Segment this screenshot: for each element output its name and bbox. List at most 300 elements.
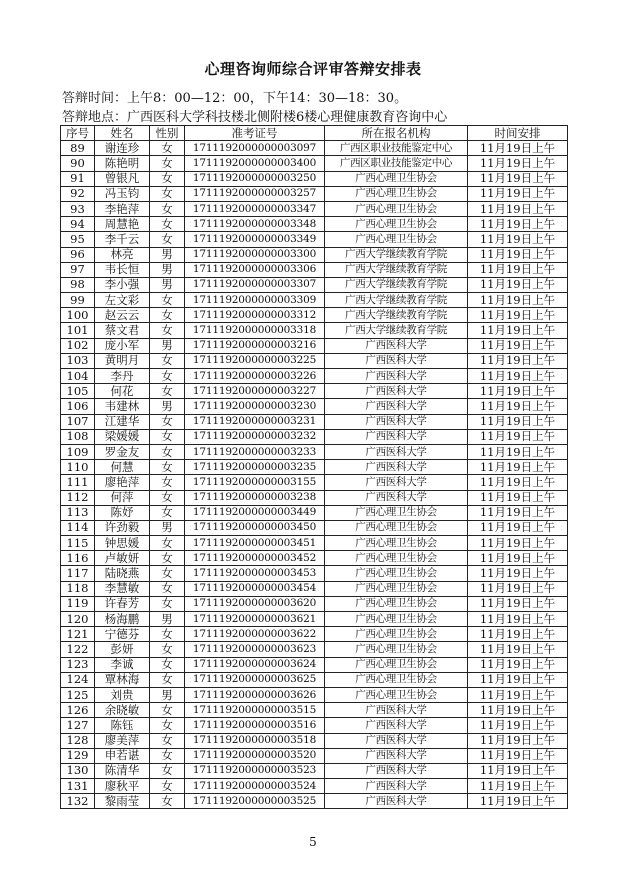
cell-gender: 女 [150, 429, 185, 444]
cell-name: 廖美萍 [95, 733, 150, 748]
cell-schedule: 11月19日上午 [468, 171, 568, 186]
cell-exam-id: 1711192000000003307 [185, 277, 325, 292]
cell-seq: 110 [61, 460, 95, 475]
cell-org: 广西心理卫生协会 [325, 596, 468, 611]
cell-exam-id: 1711192000000003400 [185, 156, 325, 171]
cell-seq: 97 [61, 262, 95, 277]
table-row [61, 642, 568, 657]
cell-seq: 125 [61, 687, 95, 702]
cell-gender: 女 [150, 460, 185, 475]
cell-seq: 89 [61, 141, 95, 156]
table-row [61, 399, 568, 414]
cell-seq: 100 [61, 308, 95, 323]
cell-exam-id: 1711192000000003453 [185, 566, 325, 581]
cell-seq: 119 [61, 596, 95, 611]
cell-seq: 93 [61, 201, 95, 216]
cell-org: 广西大学继续教育学院 [325, 262, 468, 277]
cell-gender: 女 [150, 186, 185, 201]
cell-schedule: 11月19日上午 [468, 536, 568, 551]
cell-gender: 女 [150, 794, 185, 809]
cell-org: 广西医科大学 [325, 338, 468, 353]
cell-gender: 女 [150, 703, 185, 718]
cell-schedule: 11月19日上午 [468, 414, 568, 429]
cell-gender: 女 [150, 414, 185, 429]
cell-name: 陆晓燕 [95, 566, 150, 581]
cell-schedule: 11月19日上午 [468, 505, 568, 520]
cell-gender: 女 [150, 353, 185, 368]
cell-org: 广西医科大学 [325, 490, 468, 505]
cell-gender: 女 [150, 581, 185, 596]
cell-schedule: 11月19日上午 [468, 353, 568, 368]
table-row [61, 672, 568, 687]
header-schedule: 时间安排 [468, 126, 568, 141]
cell-name: 何慧 [95, 460, 150, 475]
cell-exam-id: 1711192000000003238 [185, 490, 325, 505]
cell-schedule: 11月19日上午 [468, 672, 568, 687]
cell-exam-id: 1711192000000003523 [185, 763, 325, 778]
cell-seq: 114 [61, 520, 95, 535]
cell-schedule: 11月19日上午 [468, 718, 568, 733]
cell-schedule: 11月19日上午 [468, 384, 568, 399]
cell-name: 陈钰 [95, 718, 150, 733]
cell-schedule: 11月19日上午 [468, 475, 568, 490]
cell-gender: 女 [150, 779, 185, 794]
cell-schedule: 11月19日上午 [468, 733, 568, 748]
cell-schedule: 11月19日上午 [468, 201, 568, 216]
cell-gender: 男 [150, 687, 185, 702]
table-row [61, 201, 568, 216]
cell-seq: 131 [61, 779, 95, 794]
cell-schedule: 11月19日上午 [468, 657, 568, 672]
cell-org: 广西医科大学 [325, 429, 468, 444]
table-row [61, 733, 568, 748]
cell-name: 廖艳萍 [95, 475, 150, 490]
cell-exam-id: 1711192000000003625 [185, 672, 325, 687]
table-row [61, 414, 568, 429]
cell-schedule: 11月19日上午 [468, 551, 568, 566]
cell-exam-id: 1711192000000003451 [185, 536, 325, 551]
cell-org: 广西医科大学 [325, 399, 468, 414]
table-row [61, 520, 568, 535]
cell-seq: 96 [61, 247, 95, 262]
header-gender: 性别 [150, 126, 185, 141]
cell-name: 陈艳明 [95, 156, 150, 171]
cell-seq: 129 [61, 748, 95, 763]
cell-seq: 111 [61, 475, 95, 490]
cell-org: 广西心理卫生协会 [325, 536, 468, 551]
header-seq: 序号 [61, 126, 95, 141]
cell-exam-id: 1711192000000003449 [185, 505, 325, 520]
cell-exam-id: 1711192000000003348 [185, 217, 325, 232]
cell-gender: 女 [150, 748, 185, 763]
table-row [61, 657, 568, 672]
cell-org: 广西心理卫生协会 [325, 581, 468, 596]
cell-schedule: 11月19日上午 [468, 156, 568, 171]
defense-location-line: 答辩地点：广西医科大学科技楼北侧附楼6楼心理健康教育咨询中心 [62, 110, 448, 125]
cell-exam-id: 1711192000000003306 [185, 262, 325, 277]
table-row [61, 581, 568, 596]
cell-name: 廖秋平 [95, 779, 150, 794]
cell-schedule: 11月19日上午 [468, 186, 568, 201]
table-row [61, 475, 568, 490]
cell-exam-id: 1711192000000003227 [185, 384, 325, 399]
cell-org: 广西医科大学 [325, 460, 468, 475]
cell-schedule: 11月19日上午 [468, 308, 568, 323]
cell-name: 杨海鹏 [95, 612, 150, 627]
cell-seq: 106 [61, 399, 95, 414]
cell-org: 广西心理卫生协会 [325, 505, 468, 520]
cell-exam-id: 1711192000000003312 [185, 308, 325, 323]
table-body [61, 141, 568, 809]
cell-schedule: 11月19日上午 [468, 642, 568, 657]
table-row [61, 763, 568, 778]
cell-exam-id: 1711192000000003622 [185, 627, 325, 642]
cell-schedule: 11月19日上午 [468, 369, 568, 384]
cell-org: 广西医科大学 [325, 475, 468, 490]
cell-schedule: 11月19日上午 [468, 490, 568, 505]
cell-gender: 男 [150, 399, 185, 414]
cell-exam-id: 1711192000000003516 [185, 718, 325, 733]
cell-exam-id: 1711192000000003155 [185, 475, 325, 490]
cell-exam-id: 1711192000000003450 [185, 520, 325, 535]
cell-exam-id: 1711192000000003525 [185, 794, 325, 809]
cell-name: 何花 [95, 384, 150, 399]
cell-seq: 127 [61, 718, 95, 733]
cell-schedule: 11月19日上午 [468, 399, 568, 414]
cell-name: 何萍 [95, 490, 150, 505]
cell-exam-id: 1711192000000003621 [185, 612, 325, 627]
cell-exam-id: 1711192000000003452 [185, 551, 325, 566]
table-row [61, 612, 568, 627]
cell-seq: 116 [61, 551, 95, 566]
cell-exam-id: 1711192000000003524 [185, 779, 325, 794]
cell-org: 广西医科大学 [325, 748, 468, 763]
cell-name: 韦长恒 [95, 262, 150, 277]
cell-seq: 112 [61, 490, 95, 505]
cell-gender: 女 [150, 323, 185, 338]
cell-org: 广西医科大学 [325, 353, 468, 368]
table-row [61, 429, 568, 444]
cell-exam-id: 1711192000000003226 [185, 369, 325, 384]
cell-seq: 98 [61, 277, 95, 292]
table-row [61, 262, 568, 277]
cell-name: 江建华 [95, 414, 150, 429]
cell-seq: 90 [61, 156, 95, 171]
cell-name: 许劲毅 [95, 520, 150, 535]
cell-gender: 男 [150, 247, 185, 262]
table-row [61, 505, 568, 520]
cell-exam-id: 1711192000000003250 [185, 171, 325, 186]
table-row [61, 232, 568, 247]
cell-name: 陈清华 [95, 763, 150, 778]
cell-gender: 女 [150, 156, 185, 171]
cell-seq: 118 [61, 581, 95, 596]
cell-exam-id: 1711192000000003620 [185, 596, 325, 611]
table-row [61, 217, 568, 232]
cell-schedule: 11月19日上午 [468, 262, 568, 277]
cell-gender: 女 [150, 672, 185, 687]
cell-gender: 女 [150, 566, 185, 581]
cell-exam-id: 1711192000000003233 [185, 444, 325, 459]
schedule-table [60, 125, 568, 809]
cell-name: 谢连珍 [95, 141, 150, 156]
table-row [61, 794, 568, 809]
cell-seq: 94 [61, 217, 95, 232]
cell-name: 覃林海 [95, 672, 150, 687]
cell-schedule: 11月19日上午 [468, 460, 568, 475]
cell-name: 李艳萍 [95, 201, 150, 216]
cell-name: 李丹 [95, 369, 150, 384]
cell-org: 广西心理卫生协会 [325, 551, 468, 566]
cell-org: 广西心理卫生协会 [325, 566, 468, 581]
table-row [61, 551, 568, 566]
cell-seq: 126 [61, 703, 95, 718]
table-row [61, 536, 568, 551]
cell-exam-id: 1711192000000003230 [185, 399, 325, 414]
cell-gender: 女 [150, 217, 185, 232]
cell-name: 钟思媛 [95, 536, 150, 551]
table-row [61, 566, 568, 581]
cell-name: 许春芳 [95, 596, 150, 611]
cell-seq: 95 [61, 232, 95, 247]
cell-seq: 117 [61, 566, 95, 581]
cell-org: 广西医科大学 [325, 369, 468, 384]
cell-exam-id: 1711192000000003309 [185, 293, 325, 308]
cell-org: 广西大学继续教育学院 [325, 293, 468, 308]
cell-org: 广西区职业技能鉴定中心 [325, 156, 468, 171]
cell-name: 黎雨莹 [95, 794, 150, 809]
cell-exam-id: 1711192000000003520 [185, 748, 325, 763]
cell-name: 彭妍 [95, 642, 150, 657]
table-row [61, 444, 568, 459]
cell-schedule: 11月19日上午 [468, 293, 568, 308]
table-row [61, 703, 568, 718]
cell-gender: 女 [150, 490, 185, 505]
cell-schedule: 11月19日上午 [468, 217, 568, 232]
cell-gender: 男 [150, 520, 185, 535]
cell-gender: 男 [150, 612, 185, 627]
cell-name: 刘贵 [95, 687, 150, 702]
cell-seq: 99 [61, 293, 95, 308]
cell-name: 宁德芬 [95, 627, 150, 642]
cell-schedule: 11月19日上午 [468, 748, 568, 763]
cell-seq: 104 [61, 369, 95, 384]
cell-gender: 女 [150, 551, 185, 566]
cell-gender: 女 [150, 141, 185, 156]
cell-schedule: 11月19日上午 [468, 794, 568, 809]
cell-exam-id: 1711192000000003231 [185, 414, 325, 429]
table-row [61, 293, 568, 308]
cell-name: 韦建林 [95, 399, 150, 414]
cell-gender: 女 [150, 536, 185, 551]
cell-name: 梁媛媛 [95, 429, 150, 444]
cell-name: 庞小军 [95, 338, 150, 353]
cell-seq: 108 [61, 429, 95, 444]
cell-org: 广西心理卫生协会 [325, 627, 468, 642]
cell-name: 李小强 [95, 277, 150, 292]
cell-seq: 122 [61, 642, 95, 657]
cell-exam-id: 1711192000000003347 [185, 201, 325, 216]
cell-seq: 91 [61, 171, 95, 186]
cell-gender: 女 [150, 369, 185, 384]
cell-seq: 103 [61, 353, 95, 368]
cell-org: 广西区职业技能鉴定中心 [325, 141, 468, 156]
table-row [61, 460, 568, 475]
table-row [61, 308, 568, 323]
table-row [61, 779, 568, 794]
cell-exam-id: 1711192000000003225 [185, 353, 325, 368]
table-row [61, 156, 568, 171]
table-row [61, 171, 568, 186]
cell-schedule: 11月19日上午 [468, 763, 568, 778]
cell-exam-id: 1711192000000003624 [185, 657, 325, 672]
cell-schedule: 11月19日上午 [468, 141, 568, 156]
cell-gender: 女 [150, 171, 185, 186]
cell-seq: 121 [61, 627, 95, 642]
cell-schedule: 11月19日上午 [468, 520, 568, 535]
cell-seq: 107 [61, 414, 95, 429]
page-title: 心理咨询师综合评审答辩安排表 [204, 60, 422, 78]
cell-org: 广西心理卫生协会 [325, 201, 468, 216]
cell-org: 广西心理卫生协会 [325, 672, 468, 687]
cell-gender: 女 [150, 763, 185, 778]
cell-org: 广西心理卫生协会 [325, 186, 468, 201]
cell-name: 蔡文君 [95, 323, 150, 338]
cell-gender: 女 [150, 733, 185, 748]
cell-name: 冯玉钧 [95, 186, 150, 201]
cell-seq: 115 [61, 536, 95, 551]
cell-gender: 男 [150, 277, 185, 292]
cell-org: 广西心理卫生协会 [325, 612, 468, 627]
cell-org: 广西心理卫生协会 [325, 657, 468, 672]
cell-name: 卢敏妍 [95, 551, 150, 566]
cell-gender: 女 [150, 293, 185, 308]
cell-exam-id: 1711192000000003515 [185, 703, 325, 718]
table-row [61, 748, 568, 763]
cell-exam-id: 1711192000000003235 [185, 460, 325, 475]
cell-schedule: 11月19日上午 [468, 566, 568, 581]
table-row [61, 596, 568, 611]
cell-schedule: 11月19日上午 [468, 596, 568, 611]
cell-org: 广西大学继续教育学院 [325, 277, 468, 292]
cell-schedule: 11月19日上午 [468, 277, 568, 292]
cell-seq: 132 [61, 794, 95, 809]
cell-gender: 女 [150, 642, 185, 657]
cell-schedule: 11月19日上午 [468, 627, 568, 642]
cell-exam-id: 1711192000000003349 [185, 232, 325, 247]
defense-time-line: 答辩时间：上午8：00—12：00，下午14：30—18：30。 [62, 91, 408, 106]
cell-name: 李诚 [95, 657, 150, 672]
table-row [61, 141, 568, 156]
cell-schedule: 11月19日上午 [468, 703, 568, 718]
table-row [61, 247, 568, 262]
cell-org: 广西医科大学 [325, 384, 468, 399]
cell-seq: 130 [61, 763, 95, 778]
cell-exam-id: 1711192000000003623 [185, 642, 325, 657]
cell-name: 申若谌 [95, 748, 150, 763]
cell-seq: 102 [61, 338, 95, 353]
cell-org: 广西心理卫生协会 [325, 232, 468, 247]
table-row [61, 323, 568, 338]
cell-schedule: 11月19日上午 [468, 232, 568, 247]
cell-seq: 123 [61, 657, 95, 672]
cell-schedule: 11月19日上午 [468, 247, 568, 262]
table-row [61, 186, 568, 201]
cell-org: 广西大学继续教育学院 [325, 308, 468, 323]
header-name: 姓名 [95, 126, 150, 141]
table-row [61, 384, 568, 399]
cell-org: 广西医科大学 [325, 733, 468, 748]
cell-org: 广西医科大学 [325, 794, 468, 809]
page-number: 5 [309, 835, 317, 849]
cell-org: 广西大学继续教育学院 [325, 323, 468, 338]
cell-schedule: 11月19日上午 [468, 779, 568, 794]
header-org: 所在报名机构 [325, 126, 468, 141]
cell-seq: 128 [61, 733, 95, 748]
cell-gender: 女 [150, 384, 185, 399]
cell-gender: 女 [150, 657, 185, 672]
cell-gender: 女 [150, 505, 185, 520]
table-row [61, 353, 568, 368]
cell-gender: 女 [150, 718, 185, 733]
table-header-row [61, 126, 568, 141]
cell-org: 广西医科大学 [325, 718, 468, 733]
cell-org: 广西医科大学 [325, 414, 468, 429]
cell-gender: 女 [150, 475, 185, 490]
cell-seq: 109 [61, 444, 95, 459]
cell-name: 李慧敏 [95, 581, 150, 596]
table-row [61, 627, 568, 642]
cell-gender: 女 [150, 232, 185, 247]
header-exam-id: 准考证号 [185, 126, 325, 141]
cell-gender: 女 [150, 627, 185, 642]
cell-name: 余晓敏 [95, 703, 150, 718]
cell-name: 曾银凡 [95, 171, 150, 186]
cell-gender: 女 [150, 596, 185, 611]
cell-exam-id: 1711192000000003454 [185, 581, 325, 596]
cell-name: 周慧艳 [95, 217, 150, 232]
cell-seq: 113 [61, 505, 95, 520]
cell-org: 广西心理卫生协会 [325, 687, 468, 702]
table-row [61, 687, 568, 702]
cell-name: 陈妤 [95, 505, 150, 520]
cell-org: 广西心理卫生协会 [325, 217, 468, 232]
cell-schedule: 11月19日上午 [468, 323, 568, 338]
cell-exam-id: 1711192000000003257 [185, 186, 325, 201]
cell-gender: 女 [150, 201, 185, 216]
cell-schedule: 11月19日上午 [468, 338, 568, 353]
cell-exam-id: 1711192000000003318 [185, 323, 325, 338]
cell-seq: 101 [61, 323, 95, 338]
cell-exam-id: 1711192000000003097 [185, 141, 325, 156]
cell-exam-id: 1711192000000003216 [185, 338, 325, 353]
cell-org: 广西医科大学 [325, 763, 468, 778]
cell-exam-id: 1711192000000003232 [185, 429, 325, 444]
cell-name: 赵云云 [95, 308, 150, 323]
cell-name: 李千云 [95, 232, 150, 247]
cell-schedule: 11月19日上午 [468, 687, 568, 702]
table-row [61, 277, 568, 292]
cell-schedule: 11月19日上午 [468, 612, 568, 627]
table-row [61, 718, 568, 733]
cell-exam-id: 1711192000000003300 [185, 247, 325, 262]
cell-name: 罗金友 [95, 444, 150, 459]
cell-seq: 120 [61, 612, 95, 627]
cell-name: 左文彩 [95, 293, 150, 308]
cell-org: 广西医科大学 [325, 444, 468, 459]
cell-exam-id: 1711192000000003518 [185, 733, 325, 748]
cell-seq: 92 [61, 186, 95, 201]
